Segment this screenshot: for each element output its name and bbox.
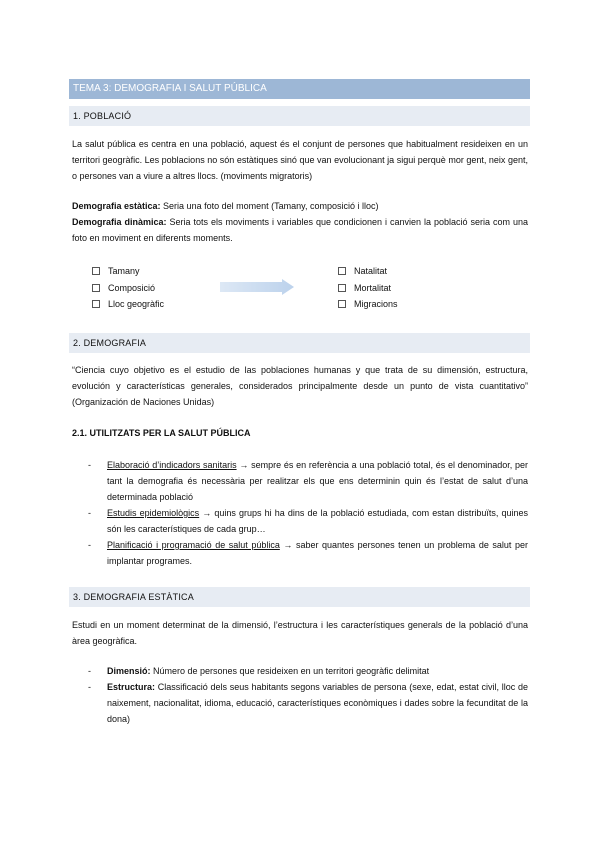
- subsection-heading: 2.1. UTILITZATS PER LA SALUT PÚBLICA: [72, 428, 251, 438]
- list-item: - Dimensió: Número de persones que resideixen en un territori geogràfic delimitat: [88, 666, 430, 676]
- arrow-right-icon: [220, 279, 294, 295]
- poblacio-intro: La salut pública es centra en una població, aquest és el conjunt de persones que habitualment resideixen en un territori geogràfic. Les poblacions no són estàtiques sinó que van evolucionant ja sigui perquè mor gent, neix gent, o persones van a viure a altres llocs. (moviments migratoris): [72, 139, 528, 181]
- static-label: Demografia estàtica:: [72, 201, 161, 211]
- demografia-quote: “Ciencia cuyo objetivo es el estudio de las poblaciones humanas y que trata de su dimensión, estructura, evolución y características generales, considerados principalmente desde un punto de vista cuantitativo” (Organización de Naciones Unidas): [72, 365, 528, 407]
- checkbox-icon[interactable]: [92, 284, 100, 292]
- checkbox-icon[interactable]: [92, 267, 100, 275]
- section-heading-demografia: 2. DEMOGRAFIA: [69, 333, 530, 353]
- dynamic-checklist: [338, 263, 398, 313]
- checkbox-icon[interactable]: [92, 300, 100, 308]
- section-heading-demografia-estatica: 3. DEMOGRAFIA ESTÀTICA: [69, 587, 530, 607]
- list-item: - Elaboració d’indicadors sanitaris → sempre és en referència a una població total, és el denominador, per tant la demografia és necessària per realitzar els que ens determinin quin és l’estat de salut d’una determinada població: [88, 460, 528, 502]
- checklist-item[interactable]: Tamany: [92, 263, 164, 280]
- demografia-definitions: [72, 198, 528, 246]
- checkbox-icon[interactable]: [338, 300, 346, 308]
- checklist-item[interactable]: Natalitat: [338, 263, 398, 280]
- document-title: TEMA 3: DEMOGRAFIA I SALUT PÚBLICA: [69, 79, 530, 99]
- static-text: Seria una foto del moment (Tamany, composició i lloc): [160, 201, 379, 211]
- dynamic-label: Demografia dinàmica:: [72, 217, 167, 227]
- estatica-list: [72, 663, 528, 727]
- checklist-item[interactable]: Migracions: [338, 296, 398, 313]
- list-item: - Estructura: Classificació dels seus habitants segons variables de persona (sexe, edat, estat civil, lloc de naixement, nacionalitat, idioma, educació, característiques econòmiques i dades sobre la fecunditat de la dona): [88, 682, 528, 724]
- checklist-item[interactable]: Lloc geogràfic: [92, 296, 164, 313]
- checkbox-icon[interactable]: [338, 284, 346, 292]
- list-item-link[interactable]: Elaboració d’indicadors sanitaris: [107, 460, 237, 470]
- list-item: - Planificació i programació de salut pública → saber quantes persones tenen un problema de salut per implantar programes.: [88, 540, 528, 566]
- checkbox-icon[interactable]: [338, 267, 346, 275]
- list-item-link[interactable]: Estudis epidemiològics: [107, 508, 200, 518]
- dynamic-text: Seria tots els moviments i variables que condicionen i canvien la població seria com una foto en moviment en diferents moments.: [72, 217, 528, 243]
- checklist-item[interactable]: Mortalitat: [338, 280, 398, 297]
- section-heading-poblacio: 1. POBLACIÓ: [69, 106, 530, 126]
- demografia-estatica-intro: Estudi en un moment determinat de la dimensió, l’estructura i les característiques generals de la població d’una àrea geogràfica.: [72, 620, 528, 646]
- static-checklist: [92, 263, 164, 313]
- checklist-item[interactable]: Composició: [92, 280, 164, 297]
- list-item: - Estudis epidemiològics → quins grups hi ha dins de la població estudiada, com estan distribuïts, quines són les característiques de cada grup…: [88, 508, 528, 534]
- uses-list: [72, 457, 528, 569]
- list-item-link[interactable]: Planificació i programació de salut pública: [107, 540, 280, 550]
